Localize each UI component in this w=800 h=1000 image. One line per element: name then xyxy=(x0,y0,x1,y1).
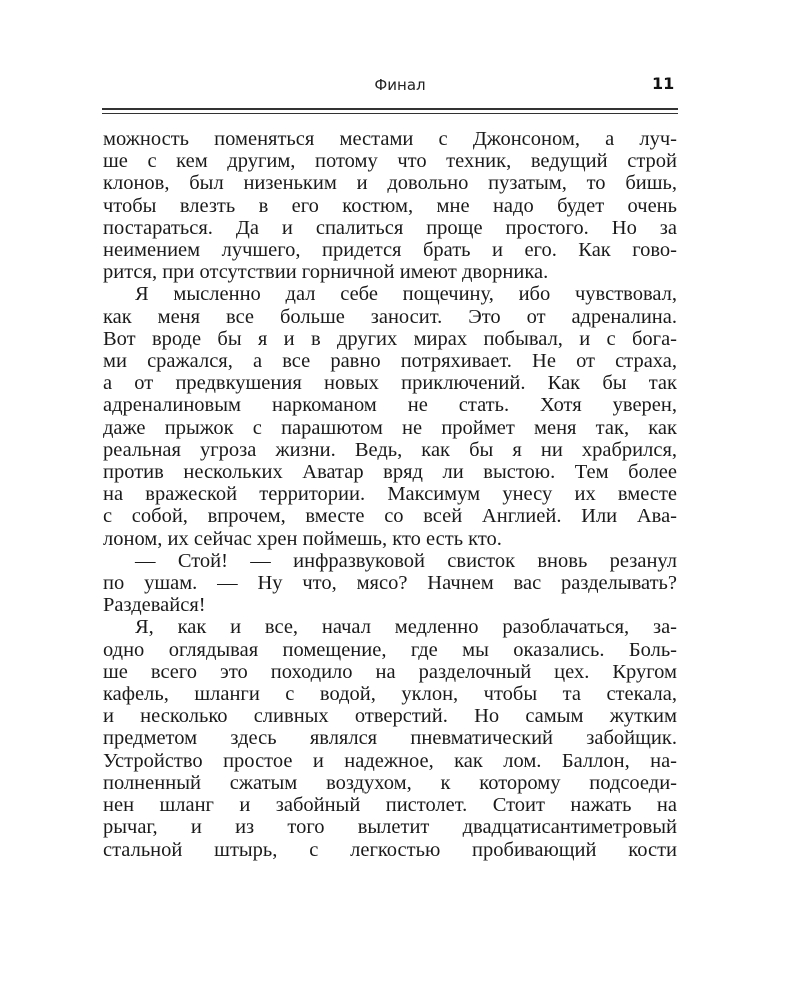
text-line: постараться. Да и спалиться проще простого. Но за xyxy=(103,216,677,239)
text-line: и несколько сливных отверстий. Но самым жутким xyxy=(103,705,677,728)
header-rule xyxy=(102,113,678,114)
text-line: лоном, их сейчас хрен поймешь, кто есть кто. xyxy=(103,527,502,550)
text-line: по ушам. — Ну что, мясо? Начнем вас разделывать? xyxy=(103,572,677,595)
text-line: стальной штырь, с легкостью пробивающий кости xyxy=(103,838,677,861)
text-line: Раздевайся! xyxy=(103,594,206,617)
text-line: клонов, был низеньким и довольно пузатым, то бишь, xyxy=(103,172,677,195)
text-line: Устройство простое и надежное, как лом. Баллон, на- xyxy=(103,749,677,772)
text-line: ми сражался, а все равно потряхивает. Не от страха, xyxy=(103,350,677,373)
text-line: предметом здесь являлся пневматический забойщик. xyxy=(103,727,677,750)
paragraph xyxy=(103,128,677,283)
body-text xyxy=(103,128,677,861)
text-line: полненный сжатым воздухом, к которому подсоеди- xyxy=(103,771,677,794)
text-line: неимением лучшего, придется брать и его. Как гово- xyxy=(103,239,677,262)
text-line: даже прыжок с парашютом не проймет меня так, как xyxy=(103,416,677,439)
text-line: — Стой! — инфразвуковой свисток вновь резанул xyxy=(135,549,677,572)
text-line: с собой, впрочем, вместе со всей Англией. Или Ава- xyxy=(103,505,677,528)
text-line: адреналиновым наркоманом не стать. Хотя уверен, xyxy=(103,394,677,417)
text-line: Вот вроде бы я и в других мирах побывал, и с бога- xyxy=(103,327,677,350)
text-line: на вражеской территории. Максимум унесу их вместе xyxy=(103,483,677,506)
text-line: а от предвкушения новых приключений. Как бы так xyxy=(103,372,677,395)
text-line: ше с кем другим, потому что техник, ведущий строй xyxy=(103,150,677,173)
text-line: чтобы влезть в его костюм, мне надо будет очень xyxy=(103,194,677,217)
paragraph xyxy=(103,283,677,549)
text-line: против нескольких Аватар вряд ли выстою. Тем более xyxy=(103,461,677,484)
paragraph xyxy=(103,616,677,860)
text-line: одно оглядывая помещение, где мы оказались. Боль- xyxy=(103,638,677,661)
text-line: рится, при отсутствии горничной имеют дворника. xyxy=(103,261,549,284)
text-line: рычаг, и из того вылетит двадцатисантиметровый xyxy=(103,816,677,839)
running-title: Финал xyxy=(374,76,426,94)
page-number: 11 xyxy=(652,74,675,93)
text-line: кафель, шланги с водой, уклон, чтобы та стекала, xyxy=(103,683,677,706)
text-line: Я, как и все, начал медленно разоблачаться, за- xyxy=(135,616,677,639)
text-line: как меня все больше заносит. Это от адреналина. xyxy=(103,305,677,328)
text-line: Я мысленно дал себе пощечину, ибо чувствовал, xyxy=(135,283,677,306)
text-line: реальная угроза жизни. Ведь, как бы я ни храбрился, xyxy=(103,438,677,461)
text-line: ше всего это походило на разделочный цех. Кругом xyxy=(103,660,677,683)
paragraph xyxy=(103,550,677,617)
header-rule xyxy=(102,108,678,110)
text-line: можность поменяться местами с Джонсоном, а луч- xyxy=(103,128,677,150)
text-line: нен шланг и забойный пистолет. Стоит нажать на xyxy=(103,794,677,817)
